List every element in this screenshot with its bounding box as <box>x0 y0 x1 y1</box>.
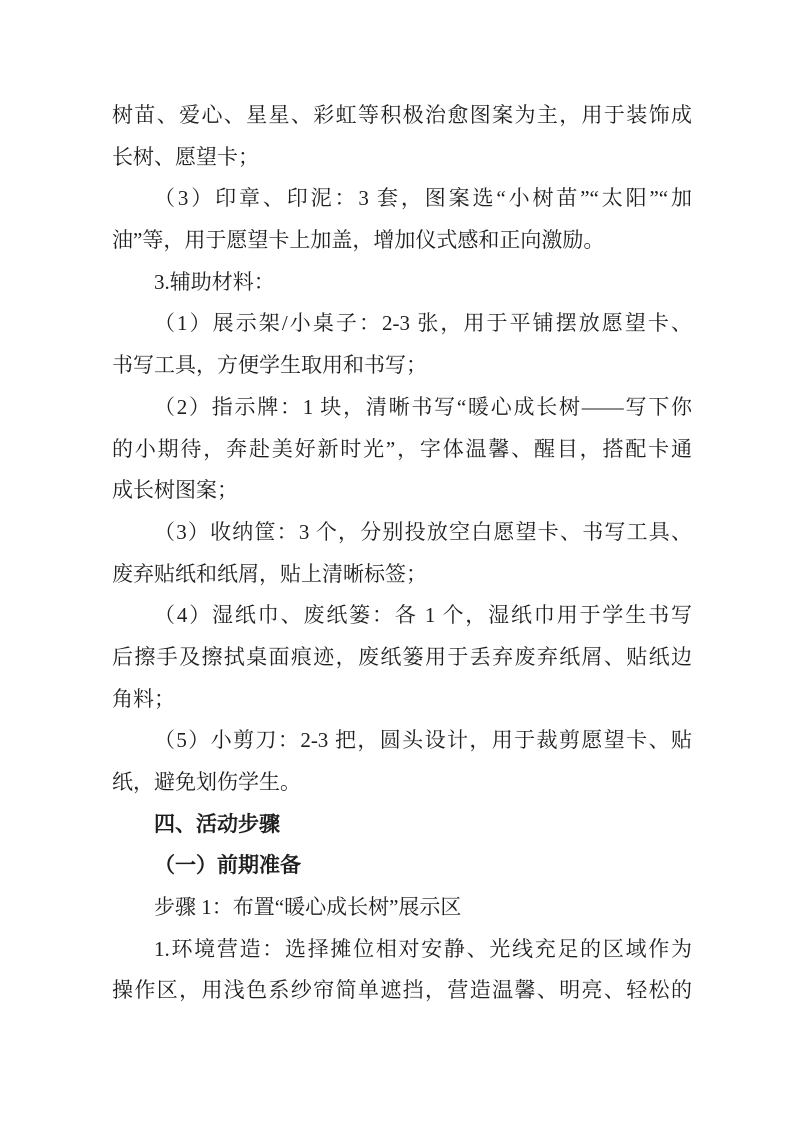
text-line: （4）湿纸巾、废纸篓：各 1 个，湿纸巾用于学生书写 <box>154 603 692 628</box>
text-line: （3）收纳筐：3 个，分别投放空白愿望卡、书写工具、 <box>154 519 692 544</box>
document-text-body <box>112 95 692 1012</box>
text-line: 操作区，用浅色系纱帘简单遮挡，营造温馨、明亮、轻松的 <box>112 978 692 1003</box>
text-line: 长树、愿望卡； <box>112 144 259 169</box>
text-line: 废弃贴纸和纸屑，贴上清晰标签； <box>112 561 427 586</box>
step-heading: 步骤 1：布置“暖心成长树”展示区 <box>154 895 462 920</box>
text-line: （3）印章、印泥：3 套，图案选“小树苗”“太阳”“加 <box>154 186 692 211</box>
subsection-heading: （一）前期准备 <box>154 853 301 878</box>
text-line: 油”等，用于愿望卡上加盖，增加仪式感和正向激励。 <box>112 228 605 253</box>
text-line: 成长树图案； <box>112 478 238 503</box>
text-line: 后擦手及擦拭桌面痕迹，废纸篓用于丢弃废弃纸屑、贴纸边 <box>112 644 692 669</box>
section-heading: 四、活动步骤 <box>154 811 280 836</box>
text-line: （1）展示架/小桌子：2-3 张，用于平铺摆放愿望卡、 <box>154 311 692 336</box>
text-line: 纸，避免划伤学生。 <box>112 770 301 794</box>
text-line: 3.辅助材料： <box>154 269 275 294</box>
text-line: 角料； <box>112 686 175 711</box>
text-line: 的小期待，奔赴美好新时光”，字体温馨、醒目，搭配卡通 <box>112 436 692 461</box>
text-line: 书写工具，方便学生取用和书写； <box>112 353 427 378</box>
text-line: （2）指示牌：1 块，清晰书写“暖心成长树——写下你 <box>154 394 692 419</box>
text-line: （5）小剪刀：2-3 把，圆头设计，用于裁剪愿望卡、贴 <box>154 728 692 753</box>
text-line: 1.环境营造：选择摊位相对安静、光线充足的区域作为 <box>154 936 692 961</box>
text-line: 树苗、爱心、星星、彩虹等积极治愈图案为主，用于装饰成 <box>112 103 692 127</box>
